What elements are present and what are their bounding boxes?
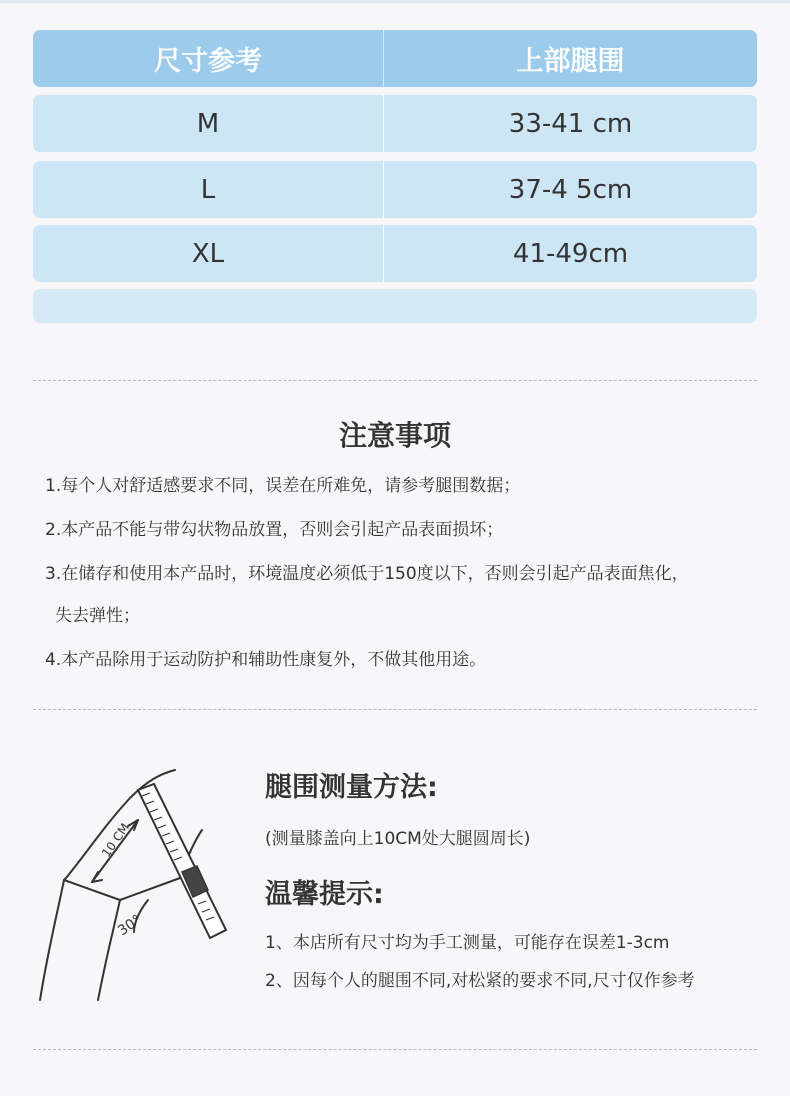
size-cell: XL bbox=[191, 238, 225, 269]
notice-item: 3.在储存和使用本产品时，环境温度必须低于150度以下，否则会引起产品表面焦化， bbox=[45, 564, 689, 584]
tip-item: 1、本店所有尺寸均为手工测量，可能存在误差1-3cm bbox=[265, 933, 670, 953]
notice-item: 1.每个人对舒适感要求不同，误差在所难免，请参考腿围数据； bbox=[45, 476, 521, 496]
header-size: 尺寸参考 bbox=[154, 46, 262, 77]
method-description: (测量膝盖向上10CM处大腿圆周长) bbox=[265, 829, 531, 849]
leg-outline bbox=[40, 878, 66, 1000]
table-row bbox=[33, 225, 757, 282]
tape-label: 10 CM bbox=[98, 820, 133, 860]
notice-item: 4.本产品除用于运动防护和辅助性康复外，不做其他用途。 bbox=[45, 650, 487, 670]
thigh-cell: 33-41 cm bbox=[383, 95, 757, 152]
thigh-cell: 41-49cm bbox=[383, 225, 757, 282]
angle-label: 30° bbox=[115, 911, 145, 940]
knee-outline bbox=[64, 878, 180, 900]
header-thigh: 上部腿围 bbox=[383, 30, 757, 87]
table-header bbox=[33, 30, 757, 87]
notice-title: 注意事项 bbox=[338, 419, 451, 452]
tape-measure bbox=[138, 784, 226, 938]
table-blank-row bbox=[33, 289, 757, 323]
tip-item: 2、因每个人的腿围不同,对松紧的要求不同,尺寸仅作参考 bbox=[265, 971, 695, 991]
size-cell: L bbox=[200, 174, 216, 205]
notice-item: 2.本产品不能与带勾状物品放置，否则会引起产品表面损坏； bbox=[45, 520, 504, 540]
notice-item-continued: 失去弹性； bbox=[55, 606, 140, 626]
tips-title: 温馨提示: bbox=[265, 879, 384, 910]
knee-measure-diagram bbox=[30, 760, 260, 1010]
dashed-divider bbox=[33, 380, 757, 381]
shin-outline bbox=[98, 900, 120, 1000]
thigh-cell: 37-4 5cm bbox=[383, 161, 757, 218]
size-cell: M bbox=[196, 108, 220, 139]
dashed-divider bbox=[33, 709, 757, 710]
table-row bbox=[33, 161, 757, 218]
dashed-divider bbox=[33, 1049, 757, 1050]
top-divider bbox=[0, 0, 790, 3]
method-title: 腿围测量方法: bbox=[265, 772, 438, 803]
table-row bbox=[33, 95, 757, 152]
